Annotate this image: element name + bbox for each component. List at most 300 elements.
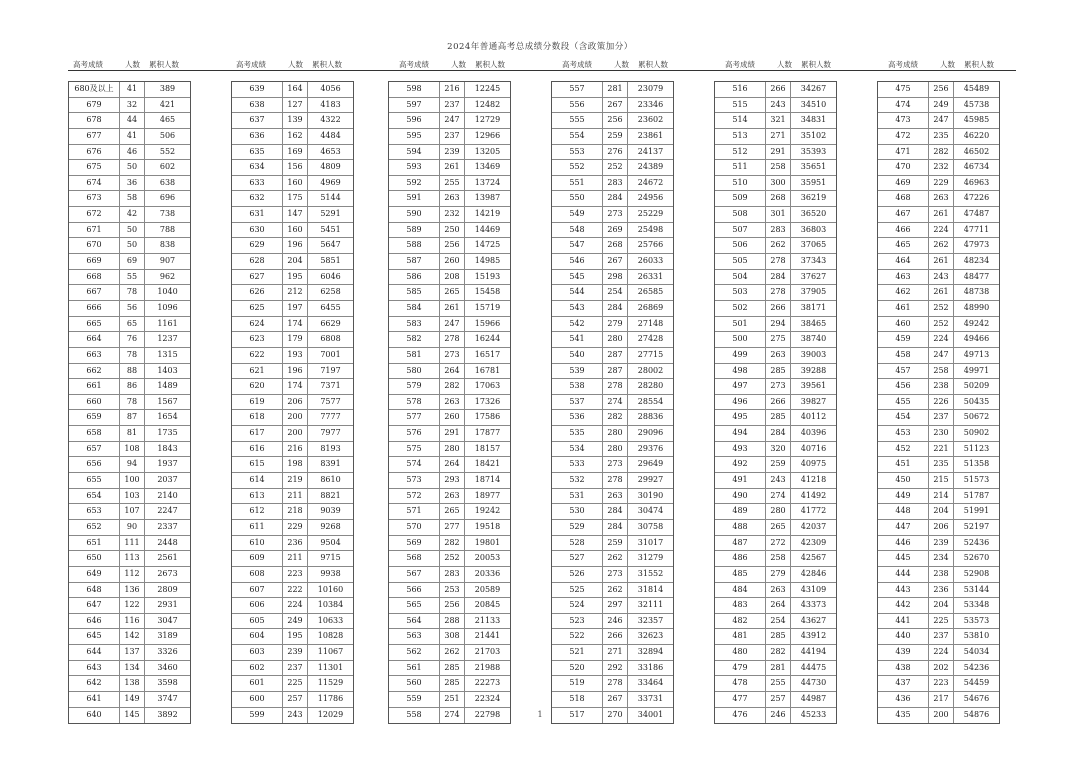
score-cell: 577 (389, 410, 440, 426)
cumulative-cell: 14219 (474, 209, 501, 219)
table-row (389, 583, 510, 599)
score-cell: 561 (389, 661, 440, 677)
score-cell: 666 (69, 301, 120, 317)
count-cell: 236 (283, 536, 308, 552)
table-row (715, 410, 836, 426)
score-cell: 570 (389, 520, 440, 536)
score-table (877, 81, 1000, 724)
table-row (715, 583, 836, 599)
table-row (232, 332, 353, 348)
cumulative-cell: 31552 (637, 568, 664, 578)
cumulative-cell: 15193 (474, 271, 501, 281)
score-cell: 540 (552, 348, 603, 364)
header-score: 高考成绩 (562, 60, 592, 69)
count-cell: 224 (283, 598, 308, 614)
count-cell: 162 (283, 129, 308, 145)
count-cell: 175 (283, 191, 308, 207)
cumulative-cell: 16244 (474, 334, 501, 344)
table-row (69, 426, 190, 442)
cumulative-cell: 5851 (320, 256, 341, 266)
score-cell: 592 (389, 176, 440, 192)
table-row (232, 160, 353, 176)
table-row (552, 176, 673, 192)
score-cell: 474 (878, 98, 929, 114)
table-row (232, 223, 353, 239)
table-row (69, 395, 190, 411)
table-row (878, 473, 999, 489)
cumulative-cell: 46502 (963, 146, 990, 156)
score-cell: 628 (232, 254, 283, 270)
count-cell: 243 (929, 270, 954, 286)
score-cell: 514 (715, 113, 766, 129)
table-row (69, 457, 190, 473)
cumulative-cell: 4183 (320, 99, 341, 109)
cumulative-cell: 16781 (474, 365, 501, 375)
cumulative-cell: 37627 (800, 271, 827, 281)
table-row (552, 145, 673, 161)
header-score: 高考成绩 (236, 60, 266, 69)
table-row (389, 692, 510, 708)
table-row (389, 223, 510, 239)
cumulative-cell: 37343 (800, 256, 827, 266)
table-row (232, 676, 353, 692)
score-cell: 452 (878, 442, 929, 458)
score-cell: 554 (552, 129, 603, 145)
count-cell: 297 (603, 598, 628, 614)
count-cell: 280 (766, 504, 791, 520)
table-row (878, 661, 999, 677)
score-cell: 438 (878, 661, 929, 677)
cumulative-cell: 1489 (157, 381, 178, 391)
score-cell: 591 (389, 191, 440, 207)
table-row (389, 348, 510, 364)
count-cell: 94 (120, 457, 145, 473)
cumulative-cell: 42309 (800, 537, 827, 547)
cumulative-cell: 638 (159, 177, 176, 187)
table-row (715, 254, 836, 270)
count-cell: 58 (120, 191, 145, 207)
table-row (69, 285, 190, 301)
table-row (878, 113, 999, 129)
count-cell: 281 (603, 82, 628, 98)
table-row (389, 410, 510, 426)
count-cell: 216 (283, 442, 308, 458)
score-cell: 619 (232, 395, 283, 411)
cumulative-cell: 20845 (474, 600, 501, 610)
table-row (715, 145, 836, 161)
count-cell: 217 (929, 692, 954, 708)
score-cell: 622 (232, 348, 283, 364)
table-row (552, 504, 673, 520)
table-row (552, 442, 673, 458)
header-cumulative: 累积人数 (312, 60, 342, 69)
table-row (878, 379, 999, 395)
score-cell: 676 (69, 145, 120, 161)
table-row (715, 301, 836, 317)
cumulative-cell: 2037 (157, 475, 178, 485)
count-cell: 122 (120, 598, 145, 614)
cumulative-cell: 389 (159, 84, 176, 93)
table-row (552, 223, 673, 239)
cumulative-cell: 32357 (637, 615, 664, 625)
count-cell: 137 (120, 645, 145, 661)
table-row (715, 504, 836, 520)
table-row (715, 536, 836, 552)
cumulative-cell: 6258 (320, 287, 341, 297)
table-row (552, 551, 673, 567)
score-cell: 597 (389, 98, 440, 114)
cumulative-cell: 28280 (637, 381, 664, 391)
cumulative-cell: 29927 (637, 475, 664, 485)
table-row (232, 629, 353, 645)
cumulative-cell: 838 (159, 240, 176, 250)
table-row (878, 332, 999, 348)
score-cell: 548 (552, 223, 603, 239)
count-cell: 263 (929, 191, 954, 207)
score-table (68, 81, 191, 724)
count-cell: 261 (440, 301, 465, 317)
score-cell: 652 (69, 520, 120, 536)
table-row (552, 364, 673, 380)
cumulative-cell: 28554 (637, 396, 664, 406)
count-cell: 200 (929, 708, 954, 724)
cumulative-cell: 7197 (320, 365, 341, 375)
score-cell: 512 (715, 145, 766, 161)
table-row (878, 207, 999, 223)
table-row (389, 160, 510, 176)
count-cell: 216 (440, 82, 465, 98)
score-cell: 607 (232, 583, 283, 599)
score-cell: 633 (232, 176, 283, 192)
cumulative-cell: 1315 (157, 349, 178, 359)
cumulative-cell: 2561 (157, 553, 178, 563)
score-cell: 492 (715, 457, 766, 473)
cumulative-cell: 47711 (963, 224, 990, 234)
table-row (715, 520, 836, 536)
count-cell: 204 (929, 504, 954, 520)
score-cell: 671 (69, 223, 120, 239)
table-row (389, 379, 510, 395)
score-cell: 534 (552, 442, 603, 458)
count-cell: 254 (603, 285, 628, 301)
cumulative-cell: 3460 (157, 662, 178, 672)
score-cell: 500 (715, 332, 766, 348)
table-row (69, 160, 190, 176)
score-cell: 464 (878, 254, 929, 270)
count-cell: 193 (283, 348, 308, 364)
cumulative-cell: 29649 (637, 459, 664, 469)
table-row (878, 567, 999, 583)
count-cell: 265 (440, 285, 465, 301)
table-row (878, 254, 999, 270)
cumulative-cell: 48234 (963, 256, 990, 266)
table-row (878, 536, 999, 552)
table-row (715, 442, 836, 458)
score-cell: 621 (232, 364, 283, 380)
cumulative-cell: 40975 (800, 459, 827, 469)
count-cell: 243 (766, 473, 791, 489)
count-cell: 218 (283, 504, 308, 520)
count-cell: 263 (440, 191, 465, 207)
table-row (878, 598, 999, 614)
count-cell: 174 (283, 317, 308, 333)
header-cumulative: 累积人数 (801, 60, 831, 69)
cumulative-cell: 30190 (637, 490, 664, 500)
table-row (69, 536, 190, 552)
cumulative-cell: 24956 (637, 193, 664, 203)
table-row (232, 551, 353, 567)
table-row (715, 176, 836, 192)
table-row (389, 270, 510, 286)
count-cell: 256 (603, 113, 628, 129)
score-cell: 603 (232, 645, 283, 661)
score-cell: 469 (878, 176, 929, 192)
score-cell: 447 (878, 520, 929, 536)
table-row (232, 473, 353, 489)
cumulative-cell: 37065 (800, 240, 827, 250)
table-row (552, 98, 673, 114)
cumulative-cell: 53573 (963, 615, 990, 625)
table-row (69, 676, 190, 692)
cumulative-cell: 54236 (963, 662, 990, 672)
score-cell: 653 (69, 504, 120, 520)
header-cumulative: 累积人数 (149, 60, 179, 69)
cumulative-cell: 53144 (963, 584, 990, 594)
cumulative-cell: 48738 (963, 287, 990, 297)
cumulative-cell: 5144 (320, 193, 341, 203)
score-cell: 659 (69, 410, 120, 426)
table-row (69, 442, 190, 458)
cumulative-cell: 8821 (320, 490, 341, 500)
table-row (389, 614, 510, 630)
score-cell: 502 (715, 301, 766, 317)
cumulative-cell: 602 (159, 162, 176, 172)
cumulative-cell: 17586 (474, 412, 501, 422)
count-cell: 279 (766, 567, 791, 583)
column-headers (68, 58, 1016, 71)
cumulative-cell: 45738 (963, 99, 990, 109)
score-cell: 583 (389, 317, 440, 333)
table-row (232, 442, 353, 458)
count-cell: 291 (440, 426, 465, 442)
score-cell: 552 (552, 160, 603, 176)
cumulative-cell: 51573 (963, 475, 990, 485)
count-cell: 273 (603, 207, 628, 223)
count-cell: 278 (440, 332, 465, 348)
table-row (389, 457, 510, 473)
score-cell: 601 (232, 676, 283, 692)
count-cell: 300 (766, 176, 791, 192)
cumulative-cell: 1567 (157, 396, 178, 406)
table-row (69, 270, 190, 286)
score-cell: 658 (69, 426, 120, 442)
score-cell: 675 (69, 160, 120, 176)
count-cell: 265 (440, 504, 465, 520)
score-cell: 663 (69, 348, 120, 364)
count-cell: 32 (120, 98, 145, 114)
count-cell: 179 (283, 332, 308, 348)
score-cell: 465 (878, 238, 929, 254)
table-row (69, 145, 190, 161)
score-cell: 523 (552, 614, 603, 630)
count-cell: 50 (120, 223, 145, 239)
header-score: 高考成绩 (73, 60, 103, 69)
cumulative-cell: 44194 (800, 647, 827, 657)
cumulative-cell: 17063 (474, 381, 501, 391)
score-cell: 649 (69, 567, 120, 583)
count-cell: 273 (603, 457, 628, 473)
cumulative-cell: 20336 (474, 568, 501, 578)
score-cell: 669 (69, 254, 120, 270)
score-cell: 582 (389, 332, 440, 348)
cumulative-cell: 6629 (320, 318, 341, 328)
count-cell: 294 (766, 317, 791, 333)
table-row (389, 489, 510, 505)
table-row (878, 270, 999, 286)
count-cell: 229 (929, 176, 954, 192)
score-cell: 580 (389, 364, 440, 380)
score-cell: 444 (878, 567, 929, 583)
table-row (389, 676, 510, 692)
count-cell: 285 (440, 661, 465, 677)
table-row (878, 410, 999, 426)
cumulative-cell: 34001 (637, 709, 664, 719)
count-cell: 283 (440, 567, 465, 583)
table-row (552, 614, 673, 630)
cumulative-cell: 4653 (320, 146, 341, 156)
count-cell: 284 (766, 426, 791, 442)
score-cell: 642 (69, 676, 120, 692)
cumulative-cell: 14985 (474, 256, 501, 266)
cumulative-cell: 4809 (320, 162, 341, 172)
score-cell: 455 (878, 395, 929, 411)
score-cell: 560 (389, 676, 440, 692)
table-row (552, 473, 673, 489)
table-row (389, 364, 510, 380)
table-row (69, 614, 190, 630)
count-cell: 88 (120, 364, 145, 380)
cumulative-cell: 8391 (320, 459, 341, 469)
cumulative-cell: 22798 (474, 709, 501, 719)
cumulative-cell: 7977 (320, 428, 341, 438)
count-cell: 285 (766, 629, 791, 645)
cumulative-cell: 24389 (637, 162, 664, 172)
count-cell: 273 (603, 567, 628, 583)
cumulative-cell: 34831 (800, 115, 827, 125)
count-cell: 266 (766, 82, 791, 98)
count-cell: 282 (929, 145, 954, 161)
table-row (715, 238, 836, 254)
score-cell: 606 (232, 598, 283, 614)
cumulative-cell: 43109 (800, 584, 827, 594)
score-cell: 631 (232, 207, 283, 223)
count-cell: 225 (283, 676, 308, 692)
table-row (715, 426, 836, 442)
count-cell: 255 (440, 176, 465, 192)
count-cell: 78 (120, 285, 145, 301)
score-cell: 571 (389, 504, 440, 520)
score-cell: 466 (878, 223, 929, 239)
table-row (715, 364, 836, 380)
count-cell: 278 (603, 676, 628, 692)
cumulative-cell: 38465 (800, 318, 827, 328)
table-row (878, 317, 999, 333)
score-cell: 678 (69, 113, 120, 129)
score-cell: 495 (715, 410, 766, 426)
cumulative-cell: 25498 (637, 224, 664, 234)
table-row (232, 489, 353, 505)
cumulative-cell: 26331 (637, 271, 664, 281)
cumulative-cell: 18421 (474, 459, 501, 469)
cumulative-cell: 21988 (474, 662, 501, 672)
table-row (69, 645, 190, 661)
table-row (715, 629, 836, 645)
cumulative-cell: 28002 (637, 365, 664, 375)
count-cell: 41 (120, 82, 145, 98)
cumulative-cell: 35102 (800, 130, 827, 140)
cumulative-cell: 38740 (800, 334, 827, 344)
score-cell: 459 (878, 332, 929, 348)
table-row (552, 567, 673, 583)
count-cell: 156 (283, 160, 308, 176)
cumulative-cell: 31814 (637, 584, 664, 594)
score-cell: 526 (552, 567, 603, 583)
count-cell: 253 (440, 583, 465, 599)
count-cell: 284 (603, 520, 628, 536)
count-cell: 76 (120, 332, 145, 348)
count-cell: 198 (283, 457, 308, 473)
score-cell: 661 (69, 379, 120, 395)
cumulative-cell: 1161 (157, 318, 178, 328)
cumulative-cell: 8193 (320, 443, 341, 453)
table-row (232, 504, 353, 520)
count-cell: 258 (929, 364, 954, 380)
table-row (552, 254, 673, 270)
score-cell: 549 (552, 207, 603, 223)
score-cell: 596 (389, 113, 440, 129)
count-cell: 266 (603, 629, 628, 645)
table-row (232, 520, 353, 536)
table-row (389, 301, 510, 317)
count-cell: 256 (440, 598, 465, 614)
cumulative-cell: 29096 (637, 428, 664, 438)
count-cell: 282 (440, 536, 465, 552)
count-cell: 202 (929, 661, 954, 677)
score-cell: 504 (715, 270, 766, 286)
count-cell: 225 (929, 614, 954, 630)
score-cell: 525 (552, 583, 603, 599)
count-cell: 262 (929, 238, 954, 254)
table-row (389, 629, 510, 645)
count-cell: 55 (120, 270, 145, 286)
count-cell: 239 (929, 536, 954, 552)
count-cell: 46 (120, 145, 145, 161)
cumulative-cell: 2247 (157, 506, 178, 516)
count-cell: 269 (603, 223, 628, 239)
table-row (232, 426, 353, 442)
score-cell: 462 (878, 285, 929, 301)
table-row (389, 442, 510, 458)
table-row (389, 536, 510, 552)
table-row (69, 598, 190, 614)
count-cell: 232 (440, 207, 465, 223)
table-row (69, 176, 190, 192)
cumulative-cell: 1735 (157, 428, 178, 438)
score-cell: 551 (552, 176, 603, 192)
table-row (69, 504, 190, 520)
count-cell: 278 (603, 473, 628, 489)
score-cell: 558 (389, 708, 440, 724)
